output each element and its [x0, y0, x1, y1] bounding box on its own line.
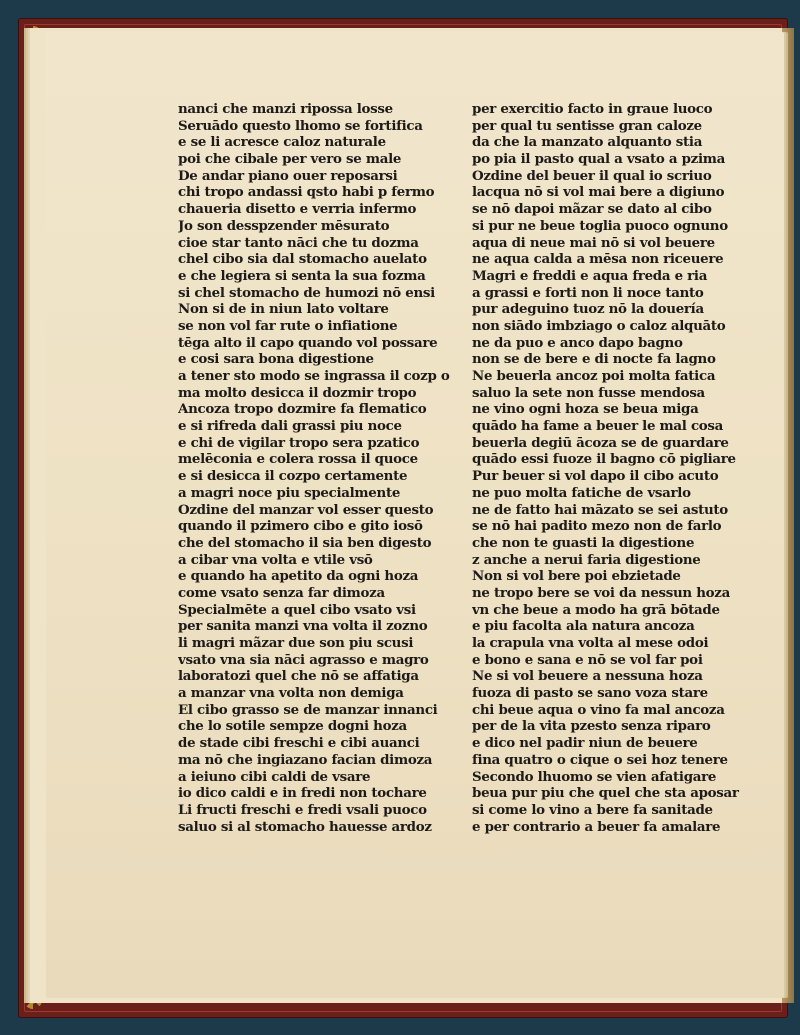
text-line: si pur ne beue toglia puoco ognuno: [472, 217, 728, 234]
text-line: se nō hai padito mezo non de farlo: [472, 518, 722, 535]
text-line: non siādo imbziago o caloz alquāto: [472, 317, 726, 334]
text-line: Ne beuerla ancoz poi molta fatica: [472, 368, 716, 384]
text-line: e che legiera si senta la sua fozma: [178, 267, 426, 284]
text-line: chaueria disetto e verria infermo: [178, 201, 417, 218]
text-line: e cosi sara bona digestione: [178, 351, 374, 368]
text-line: e bono e sana e nō se vol far poi: [472, 651, 703, 668]
text-line: Non si de in niun lato voltare: [178, 301, 389, 318]
text-line: pur adeguino tuoz nō la douería: [472, 301, 704, 318]
text-line: chi tropo andassi qsto habi p fermo: [178, 184, 435, 201]
text-line: melēconia e colera rossa il quoce: [178, 451, 418, 468]
text-line: a tener sto modo se ingrassa il cozp o: [178, 368, 450, 384]
text-line: ne aqua calda a mēsa non riceuere: [472, 251, 724, 268]
text-line: si come lo vino a bere fa sanitade: [472, 801, 713, 818]
text-line: non se de bere e di nocte fa lagno: [472, 351, 716, 368]
text-line: Jo son desspzender mēsurato: [178, 217, 390, 234]
text-line: Ozdine del manzar vol esser questo: [178, 501, 434, 518]
text-line: a manzar vna volta non demiga: [178, 685, 404, 702]
text-line: ne da puo e anco dapo bagno: [472, 334, 683, 351]
text-line: laboratozi quel che nō se affatiga: [178, 668, 419, 685]
text-line: che lo sotile sempze dogni hoza: [178, 718, 407, 735]
text-line: z anche a nerui faria digestione: [472, 551, 701, 568]
text-line: tēga alto il capo quando vol possare: [178, 334, 438, 351]
text-line: si chel stomacho de humozi nō ensi: [178, 284, 435, 301]
text-line: per sanita manzi vna volta il zozno: [178, 618, 428, 635]
text-line: a magri noce piu specialmente: [178, 484, 401, 501]
text-line: per qual tu sentisse gran caloze: [472, 117, 702, 134]
text-line: Pur beuer si vol dapo il cibo acuto: [472, 468, 719, 485]
text-line: De andar piano ouer reposarsi: [178, 167, 398, 184]
text-line: come vsato senza far dimoza: [178, 584, 385, 601]
text-line: e si rifreda dali grassi piu noce: [178, 418, 402, 435]
text-line: fuoza di pasto se sano voza stare: [472, 685, 708, 702]
text-line: de stade cibi freschi e cibi auanci: [178, 735, 420, 752]
text-line: fina quatro o cique o sei hoz tenere: [472, 751, 728, 768]
text-line: a grassi e forti non li noce tanto: [472, 284, 704, 301]
text-line: Magri e freddi e aqua freda e ria: [472, 267, 708, 284]
text-line: li magri mãzar due son piu scusi: [178, 635, 414, 651]
text-line: ne puo molta fatiche de vsarlo: [472, 484, 691, 501]
text-line: lacqua nō si vol mai bere a digiuno: [472, 184, 725, 201]
text-line: vsato vna sia nāci agrasso e magro: [178, 651, 429, 668]
text-line: vn che beue a modo ha grā bōtade: [472, 601, 720, 618]
text-line: Ne si vol beuere a nessuna hoza: [472, 668, 703, 685]
text-column-right: [472, 101, 772, 835]
text-line: Non si vol bere poi ebzietade: [472, 568, 681, 585]
text-line: per exercitio facto in graue luoco: [472, 101, 713, 117]
text-line: quādo ha fame a beuer le mal cosa: [472, 418, 724, 435]
text-line: beuerla degiū ācoza se de guardare: [472, 434, 729, 451]
text-line: e chi de vigilar tropo sera pzatico: [178, 434, 420, 451]
text-line: io dico caldi e in fredi non tochare: [178, 785, 427, 802]
text-line: a ieiuno cibi caldi de vsare: [178, 768, 371, 785]
text-line: da che la manzato alquanto stia: [472, 134, 703, 151]
text-line: ne vino ogni hoza se beua miga: [472, 401, 699, 418]
text-line: a cibar vna volta e vtile vsō: [178, 551, 373, 568]
text-line: e si desicca il cozpo certamente: [178, 468, 408, 485]
text-line: Ozdine del beuer il qual io scriuo: [472, 167, 712, 184]
text-line: e piu facolta ala natura ancoza: [472, 618, 695, 635]
text-line: per de la vita pzesto senza riparo: [472, 718, 711, 735]
text-line: ne de fatto hai māzato se sei astuto: [472, 501, 728, 518]
text-line: Ancoza tropo dozmire fa flematico: [178, 401, 427, 418]
text-line: saluo la sete non fusse mendosa: [472, 384, 705, 401]
text-line: e quando ha apetito da ogni hoza: [178, 568, 419, 585]
text-line: aqua di neue mai nō si vol beuere: [472, 234, 715, 251]
text-line: po pia il pasto qual a vsato a pzima: [472, 151, 726, 168]
text-line: la crapula vna volta al mese odoi: [472, 635, 709, 651]
text-line: cioe star tanto nāci che tu dozma: [178, 234, 419, 251]
text-line: quando il pzimero cibo e gito iosō: [178, 518, 423, 535]
text-line: nanci che manzi ripossa losse: [178, 101, 393, 117]
text-line: e se li acresce caloz naturale: [178, 134, 386, 151]
text-line: se non vol far rute o infiatione: [178, 317, 398, 334]
text-line: El cibo grasso se de manzar innanci: [178, 701, 438, 718]
text-line: poi che cibale per vero se male: [178, 151, 402, 168]
text-line: e per contrario a beuer fa amalare: [472, 818, 721, 835]
text-line: se nō dapoi mãzar se dato al cibo: [472, 201, 712, 218]
text-line: e dico nel padir niun de beuere: [472, 735, 698, 752]
text-line: Li fructi freschi e fredi vsali puoco: [178, 801, 427, 818]
text-line: Specialmēte a quel cibo vsato vsi: [178, 601, 416, 618]
text-line: ma molto desicca il dozmir tropo: [178, 384, 417, 401]
text-line: ma nō che ingiazano facian dimoza: [178, 751, 433, 768]
text-line: beua pur piu che quel che sta aposar: [472, 785, 739, 802]
text-column-left: [178, 101, 478, 835]
text-line: chel cibo sia dal stomacho auelato: [178, 251, 427, 268]
text-line: saluo si al stomacho hauesse ardoz: [178, 818, 432, 835]
text-line: quādo essi fuoze il bagno cō pigliare: [472, 451, 736, 468]
text-line: che non te guasti la digestione: [472, 534, 695, 551]
text-line: chi beue aqua o vino fa mal ancoza: [472, 701, 725, 718]
text-line: ne tropo bere se voi da nessun hoza: [472, 584, 730, 601]
text-line: Secondo lhuomo se vien afatigare: [472, 768, 717, 785]
text-line: che del stomacho il sia ben digesto: [178, 534, 432, 551]
text-line: Seruādo questo lhomo se fortifica: [178, 117, 423, 134]
